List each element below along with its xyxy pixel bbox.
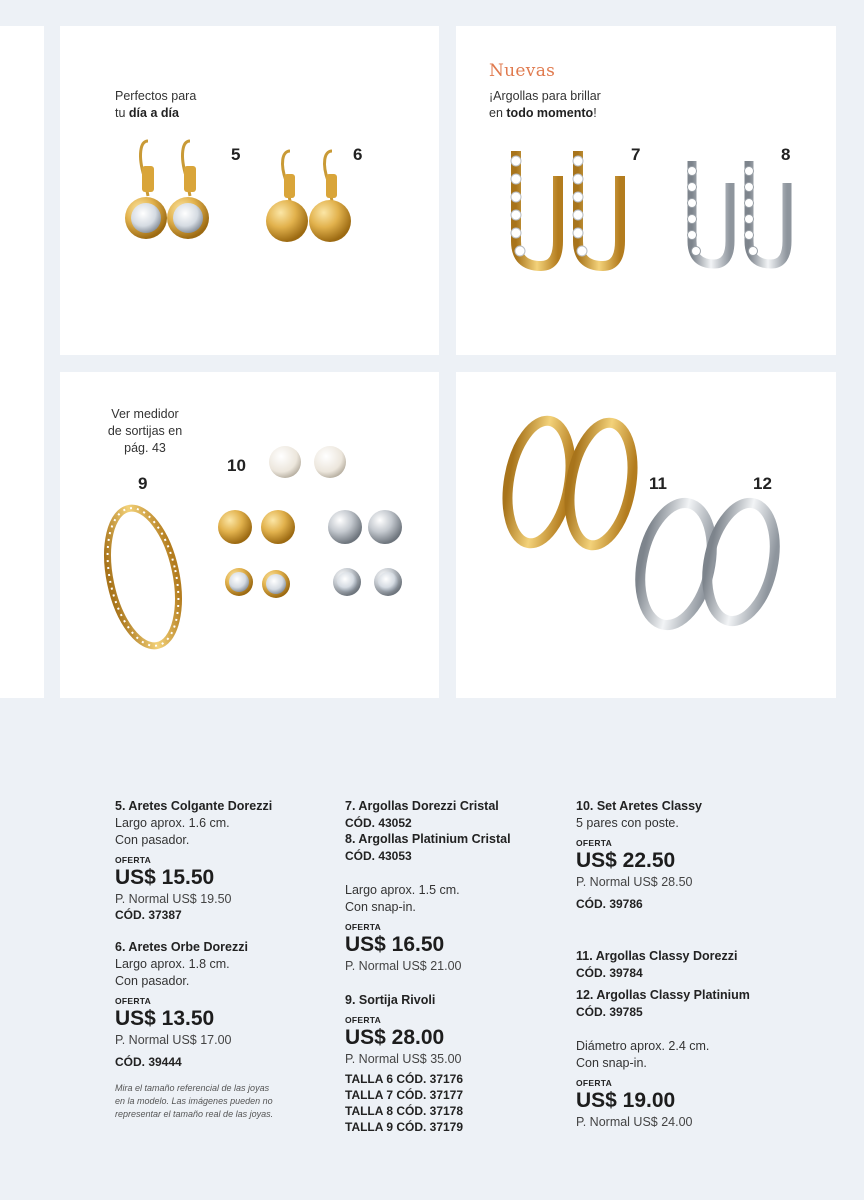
card-intro (115, 88, 196, 122)
product-code: CÓD. 39444 (115, 1055, 182, 1069)
normal-price: P. Normal US$ 21.00 (345, 959, 462, 973)
offer-price: US$ 15.50 (115, 866, 215, 889)
size-code: TALLA 7 CÓD. 37177 (345, 1088, 464, 1102)
product-number-8: 8 (781, 145, 791, 164)
offer-label: OFERTA (576, 838, 613, 848)
intro-line2 (489, 105, 601, 122)
offer-label: OFERTA (345, 922, 382, 932)
product-number-5: 5 (231, 145, 241, 164)
product-title: 11. Argollas Classy Dorezzi (576, 949, 738, 963)
product-code: CÓD. 43052 (345, 816, 412, 830)
left-page-edge (0, 26, 44, 698)
product-desc: Con pasador. (115, 974, 190, 988)
product-desc: Con snap-in. (345, 900, 416, 914)
size-code: TALLA 6 CÓD. 37176 (345, 1072, 464, 1086)
intro-line2-bold: todo momento (506, 106, 594, 120)
offer-label: OFERTA (115, 996, 152, 1006)
product-info-column-1 (115, 798, 335, 1121)
intro-line2-suffix: ! (593, 106, 597, 120)
intro-line2-bold: día a día (128, 106, 179, 120)
intro-line3: pág. 43 (124, 441, 166, 455)
normal-price: P. Normal US$ 24.00 (576, 1115, 693, 1129)
product-code: CÓD. 43053 (345, 849, 412, 863)
normal-price: P. Normal US$ 17.00 (115, 1033, 232, 1047)
product-code: CÓD. 39785 (576, 1005, 643, 1019)
hoop-crystal-silver-image (674, 141, 799, 281)
product-title: 8. Argollas Platinium Cristal (345, 832, 511, 846)
product-desc: 5 pares con poste. (576, 816, 679, 830)
product-desc: Largo aprox. 1.5 cm. (345, 883, 460, 897)
size-disclaimer: Mira el tamaño referencial de las joyas en la modelo. Las imágenes pueden no representar el tamaño real de las joyas. (115, 1083, 274, 1119)
product-desc: Largo aprox. 1.6 cm. (115, 816, 230, 830)
intro-line1: ¡Argollas para brillar (489, 89, 601, 103)
hoop-classy-silver-image (631, 492, 791, 637)
product-card-5-6[interactable] (60, 26, 439, 355)
product-title: 9. Sortija Rivoli (345, 993, 436, 1007)
earring-ball-gold-image (260, 146, 370, 246)
ring-size-note (100, 406, 190, 457)
product-code: CÓD. 39786 (576, 897, 643, 911)
product-number-11: 11 (649, 474, 667, 493)
intro-line2 (115, 105, 196, 122)
product-card-9-10[interactable] (60, 372, 439, 698)
offer-price: US$ 16.50 (345, 933, 445, 956)
hoop-crystal-gold-image (496, 131, 631, 281)
offer-label: OFERTA (345, 1015, 382, 1025)
offer-price: US$ 22.50 (576, 849, 676, 872)
intro-line2: de sortijas en (107, 424, 183, 438)
intro-line1: Ver medidor (111, 407, 179, 421)
offer-label: OFERTA (115, 855, 152, 865)
product-desc: Con pasador. (115, 833, 190, 847)
product-number-7: 7 (631, 145, 641, 164)
normal-price: P. Normal US$ 28.50 (576, 875, 693, 889)
intro-line2-prefix: en (489, 106, 507, 120)
product-number-6: 6 (353, 145, 363, 164)
product-desc: Diámetro aprox. 2.4 cm. (576, 1039, 710, 1053)
normal-price: P. Normal US$ 35.00 (345, 1052, 462, 1066)
offer-price: US$ 28.00 (345, 1026, 445, 1049)
size-code: TALLA 8 CÓD. 37178 (345, 1104, 464, 1118)
offer-price: US$ 19.00 (576, 1089, 676, 1112)
size-code: TALLA 9 CÓD. 37179 (345, 1120, 464, 1134)
ring-rivoli-image (95, 502, 195, 657)
card-intro (489, 88, 601, 122)
product-title: 6. Aretes Orbe Dorezzi (115, 940, 248, 954)
product-title: 10. Set Aretes Classy (576, 799, 703, 813)
product-code: CÓD. 37387 (115, 908, 182, 922)
earring-drop-crystal-image (120, 136, 230, 246)
product-desc: Con snap-in. (576, 1056, 647, 1070)
product-title: 12. Argollas Classy Platinium (576, 988, 750, 1002)
earring-set-classy-image (210, 442, 410, 612)
product-code: CÓD. 39784 (576, 966, 643, 980)
product-card-7-8[interactable] (456, 26, 836, 355)
product-card-11-12[interactable] (456, 372, 836, 698)
product-info-column-3 (576, 798, 796, 1130)
product-info-column-2 (345, 798, 565, 1135)
new-badge: Nuevas (489, 61, 556, 81)
intro-line2-prefix: tu (115, 106, 129, 120)
product-number-10: 10 (227, 456, 246, 475)
intro-line1: Perfectos para (115, 89, 197, 103)
product-number-9: 9 (138, 474, 148, 493)
product-desc: Largo aprox. 1.8 cm. (115, 957, 230, 971)
product-title: 5. Aretes Colgante Dorezzi (115, 799, 273, 813)
offer-label: OFERTA (576, 1078, 613, 1088)
product-number-12: 12 (753, 474, 772, 493)
product-title: 7. Argollas Dorezzi Cristal (345, 799, 499, 813)
offer-price: US$ 13.50 (115, 1007, 215, 1030)
normal-price: P. Normal US$ 19.50 (115, 892, 232, 906)
hoop-classy-gold-image (501, 412, 651, 552)
